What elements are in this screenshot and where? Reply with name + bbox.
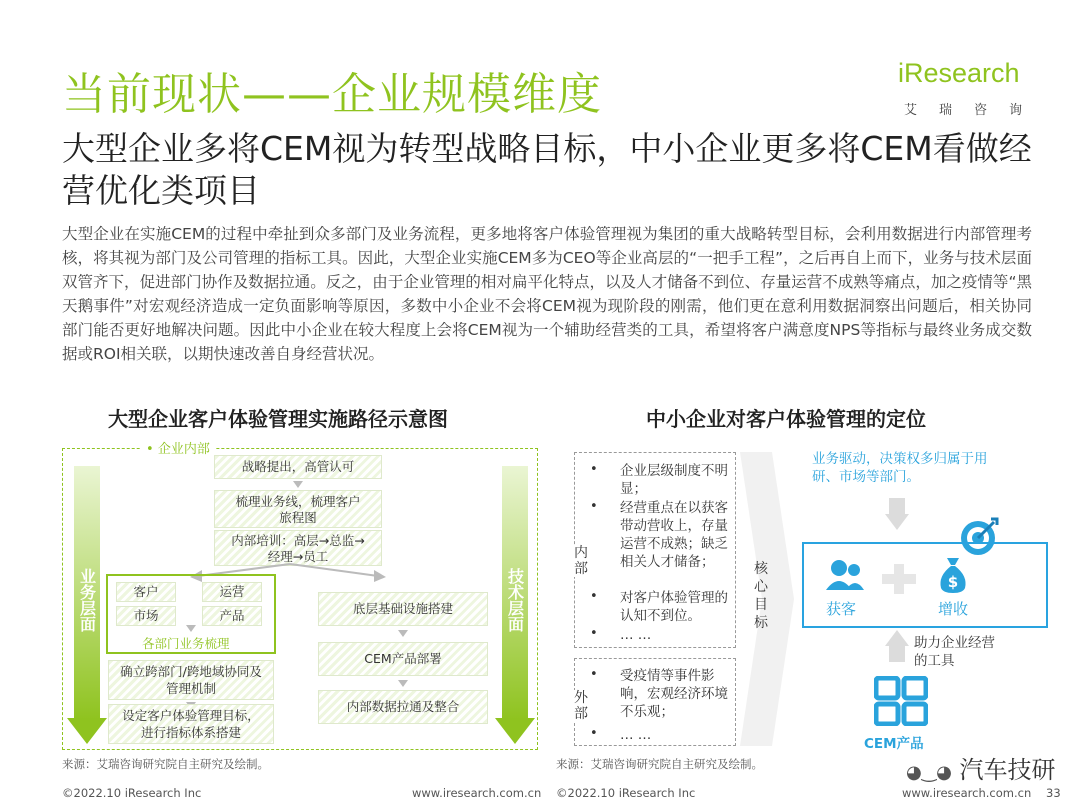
tech-label <box>502 568 528 632</box>
left-diagram-title: 大型企业客户体验管理实施路径示意图 <box>108 407 448 431</box>
frame-label: • 企业内部 <box>140 438 216 457</box>
right-source: 来源：艾瑞咨询研究院自主研究及绘制。 <box>556 757 763 771</box>
iresearch-logo <box>898 58 1045 118</box>
business-label <box>74 568 100 632</box>
page-number: 33 <box>1046 786 1061 800</box>
dept-product: 产品 <box>202 606 262 626</box>
external-item: … … <box>620 727 652 743</box>
dept-market: 市场 <box>116 606 176 626</box>
internal-item: … … <box>620 627 652 643</box>
body-paragraph: 大型企业在实施CEM的过程中牵扯到众多部门及业务流程，更多地将客户体验管理视为集团的重大战略转型目标，会利用数据进行内部管理考核，将其视为部门及公司管理的指标工具。因此，大型企业实施CEM多为CEO等企业高层的“一把手工程”，之后再自上而下，业务与技术层面双管齐下，促进部门协作及数据拉通。反之，由于企业管理的相对扁平化特点，以及人才储备不到位、存量运营不成熟等痛点，加之疫情等“黑天鹅事件”对宏观经济造成一定负面影响等原因，多数中小企业不会将CEM视为现阶段的刚需，他们更在意利用数据洞察出问题后，相关协同部门能否更好地解决问题。因此中小企业在较大程度上会将CEM视为一个辅助经营类的工具，希望将客户满意度NPS等指标与最终业务成交数据或ROI相关联，以期快速改善自身经营状况。 <box>62 225 1032 363</box>
footer-copyright-left: ©2022.10 iResearch Inc <box>62 786 202 800</box>
tech-step-infra: 底层基础设施搭建 <box>318 592 488 626</box>
bullet: • <box>590 462 598 477</box>
down-arrow <box>889 498 905 514</box>
watermark <box>906 750 1056 785</box>
internal-item: 企业层级制度不明显； <box>620 463 728 497</box>
external-label: 外部 <box>574 690 588 722</box>
step-training: 内部培训：高层→总监→经理→员工 <box>214 530 382 566</box>
bullet: • <box>590 667 598 682</box>
down-arrow <box>398 680 408 687</box>
step-journey: 梳理业务线，梳理客户旅程图 <box>214 490 382 528</box>
bullet: • <box>590 626 598 641</box>
bullet: • <box>590 726 598 741</box>
core-label: 核心目标 <box>754 561 768 631</box>
down-arrow <box>398 630 408 637</box>
wechat-icon: ◕‿◕ <box>906 762 952 783</box>
bullet: • <box>590 589 598 604</box>
tool-note: 助力企业经营的工具 <box>914 635 995 669</box>
cem-product-label: CEM产品 <box>864 736 924 752</box>
external-item: 受疫情等事件影响，宏观经济环境不乐观； <box>620 668 728 720</box>
dept-customer: 客户 <box>116 582 176 602</box>
revenue-label: 增收 <box>938 600 969 618</box>
tech-label-text: 技术层面 <box>505 568 525 632</box>
tech-arrow-head <box>495 718 535 744</box>
logo-word: iResearch <box>898 58 1020 88</box>
down-arrow <box>293 481 303 488</box>
footer-url-right: www.iresearch.com.cn <box>902 786 1032 800</box>
money-bag-icon <box>937 556 969 594</box>
frame-label-text: 企业内部 <box>157 442 210 457</box>
watermark-text: 汽车技研 <box>959 756 1056 784</box>
top-note: 业务驱动，决策权多归属于用研、市场等部门。 <box>812 451 988 485</box>
business-label-text: 业务层面 <box>77 568 97 632</box>
dept-label: 各部门业务梳理 <box>142 636 230 651</box>
internal-label: 内部 <box>574 545 588 577</box>
left-source: 来源：艾瑞咨询研究院自主研究及绘制。 <box>62 757 269 771</box>
up-arrow <box>889 646 905 662</box>
tech-step-deploy: CEM产品部署 <box>318 642 488 676</box>
internal-item: 对客户体验管理的认知不到位。 <box>620 590 728 624</box>
up-arrow-head <box>885 630 909 646</box>
page-title: 当前现状——企业规模维度 <box>62 69 602 120</box>
customer-acquisition-icon <box>824 558 866 592</box>
tech-step-integration: 内部数据拉通及整合 <box>318 690 488 724</box>
biz-step-target: 设定客户体验管理目标，进行指标体系搭建 <box>108 704 274 744</box>
footer-copyright-right: ©2022.10 iResearch Inc <box>556 786 696 800</box>
cem-product-icon <box>874 676 928 726</box>
right-diagram-title: 中小企业对客户体验管理的定位 <box>646 407 926 431</box>
internal-item: 经营重点在以获客带动营收上，存量运营不成熟；缺乏相关人才储备； <box>620 500 728 570</box>
acquire-label: 获客 <box>826 600 857 618</box>
dept-operation: 运营 <box>202 582 262 602</box>
footer-url-left: www.iresearch.com.cn <box>412 786 542 800</box>
down-arrow <box>186 625 196 632</box>
bullet: • <box>590 499 598 514</box>
step-strategy: 战略提出，高管认可 <box>214 455 382 479</box>
subtitle: 大型企业多将CEM视为转型战略目标，中小企业更多将CEM看做经营优化类项目 <box>62 129 1032 210</box>
biz-step-coordination: 确立跨部门/跨地域协同及管理机制 <box>108 660 274 700</box>
business-arrow-head <box>67 718 107 744</box>
plus-icon <box>882 564 916 594</box>
svg-text:$: $ <box>947 573 959 591</box>
down-arrow-head <box>885 514 909 530</box>
logo-cn: 艾瑞咨询 <box>904 103 1045 118</box>
